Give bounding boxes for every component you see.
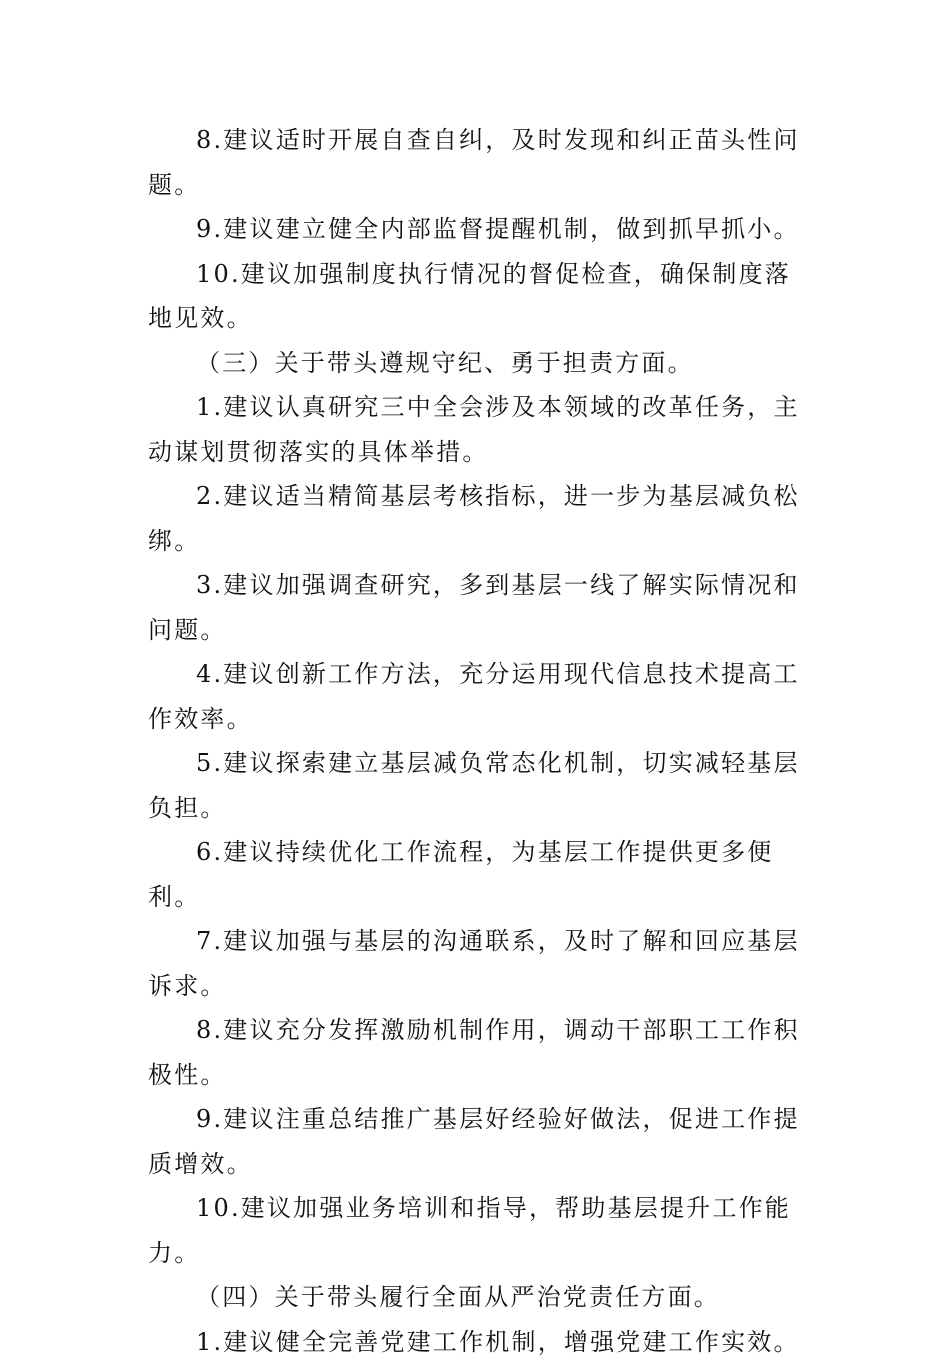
document-page: [148, 118, 812, 1364]
paragraph-item-1: 1.建议认真研究三中全会涉及本领域的改革任务，主动谋划贯彻落实的具体举措。: [148, 385, 812, 474]
paragraph-item-7: 7.建议加强与基层的沟通联系，及时了解和回应基层诉求。: [148, 919, 812, 1008]
paragraph-item-5: 5.建议探索建立基层减负常态化机制，切实减轻基层负担。: [148, 741, 812, 830]
paragraph-item-1b: 1.建议健全完善党建工作机制，增强党建工作实效。: [148, 1320, 812, 1364]
paragraph-item-9b: 9.建议注重总结推广基层好经验好做法，促进工作提质增效。: [148, 1097, 812, 1186]
section-heading-4: （四）关于带头履行全面从严治党责任方面。: [148, 1275, 812, 1320]
section-heading-3: （三）关于带头遵规守纪、勇于担责方面。: [148, 341, 812, 386]
paragraph-item-2: 2.建议适当精简基层考核指标，进一步为基层减负松绑。: [148, 474, 812, 563]
paragraph-item-10: 10.建议加强制度执行情况的督促检查，确保制度落地见效。: [148, 252, 812, 341]
paragraph-item-4: 4.建议创新工作方法，充分运用现代信息技术提高工作效率。: [148, 652, 812, 741]
paragraph-item-10b: 10.建议加强业务培训和指导，帮助基层提升工作能力。: [148, 1186, 812, 1275]
paragraph-item-6: 6.建议持续优化工作流程，为基层工作提供更多便利。: [148, 830, 812, 919]
paragraph-item-9: 9.建议建立健全内部监督提醒机制，做到抓早抓小。: [148, 207, 812, 252]
paragraph-item-8: 8.建议适时开展自查自纠，及时发现和纠正苗头性问题。: [148, 118, 812, 207]
paragraph-item-3: 3.建议加强调查研究，多到基层一线了解实际情况和问题。: [148, 563, 812, 652]
paragraph-item-8b: 8.建议充分发挥激励机制作用，调动干部职工工作积极性。: [148, 1008, 812, 1097]
